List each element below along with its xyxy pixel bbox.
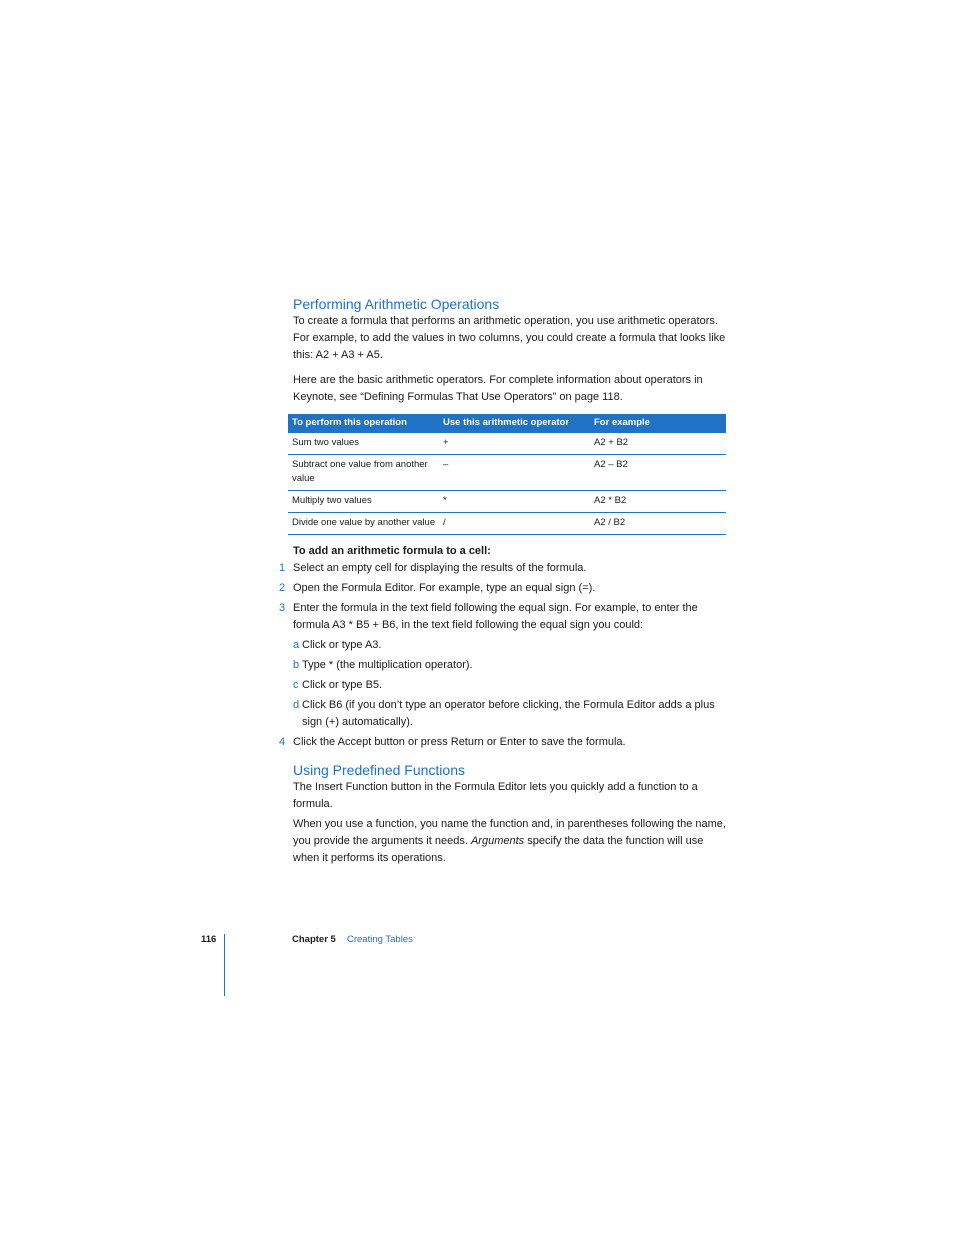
step-number: 2 xyxy=(279,582,286,594)
step-number: 1 xyxy=(279,562,286,574)
table-cell: * xyxy=(439,491,590,513)
table-cell: A2 + B2 xyxy=(590,433,726,455)
substep-letter: c xyxy=(293,679,299,691)
footer-chapter: Chapter 5 xyxy=(292,934,336,945)
table-cell: A2 – B2 xyxy=(590,455,726,491)
table-cell: / xyxy=(439,513,590,535)
operators-table-wrapper xyxy=(288,414,726,535)
table-cell: + xyxy=(439,433,590,455)
emphasis-term: Arguments xyxy=(470,835,525,847)
page-number: 116 xyxy=(201,934,217,945)
table-row xyxy=(288,455,726,491)
substep-text: Click or type B5. xyxy=(302,679,383,691)
table-cell: – xyxy=(439,455,590,491)
table-header-cell: For example xyxy=(590,414,726,433)
table-row xyxy=(288,491,726,513)
table-header-row xyxy=(288,414,726,433)
substep-text: Type * (the multiplication operator). xyxy=(302,659,473,671)
footer-section-title: Creating Tables xyxy=(347,934,413,945)
table-header-cell: To perform this operation xyxy=(288,414,439,433)
table-row xyxy=(288,433,726,455)
table-cell: Sum two values xyxy=(288,433,439,455)
substep-text: Click or type A3. xyxy=(302,639,382,651)
table-cell: A2 / B2 xyxy=(590,513,726,535)
text-run: When you use a function, you name the function and, in parentheses following the name, you provide the arguments it needs. xyxy=(293,818,726,847)
substep-item xyxy=(293,677,731,694)
substep-text: Click B6 (if you don’t type an operator before clicking, the Formula Editor adds a plus sign (+) automatically). xyxy=(302,699,715,728)
substep-letter: d xyxy=(293,699,300,711)
operators-table xyxy=(288,414,726,535)
page-content xyxy=(279,295,731,867)
footer-divider xyxy=(224,934,225,996)
step-number: 4 xyxy=(279,736,286,748)
table-header-cell: Use this arithmetic operator xyxy=(439,414,590,433)
table-cell: A2 * B2 xyxy=(590,491,726,513)
body-paragraph: The Insert Function button in the Formula Editor lets you quickly add a function to a formula. xyxy=(293,781,698,810)
step-item xyxy=(279,580,731,597)
table-cell: Multiply two values xyxy=(288,491,439,513)
body-paragraph: To create a formula that performs an arithmetic operation, you use arithmetic operators. For example, to add the values in two columns, you could create a formula that looks like this: A2 + A3 + A5. xyxy=(293,315,726,361)
body-paragraph xyxy=(293,816,731,867)
section-heading-arithmetic: Performing Arithmetic Operations xyxy=(293,296,500,312)
substep-item xyxy=(293,697,731,731)
text-run: specify the data the function will use when it performs its operations. xyxy=(293,835,704,864)
substep-item xyxy=(293,637,731,654)
substep-letter: b xyxy=(293,659,300,671)
step-text: Click the Accept button or press Return or Enter to save the formula. xyxy=(293,736,626,748)
substep-letter: a xyxy=(293,639,300,651)
step-text: Select an empty cell for displaying the results of the formula. xyxy=(293,562,587,574)
body-paragraph: Here are the basic arithmetic operators. For complete information about operators in Keynote, see “Defining Formulas That Use Operators” on page 118. xyxy=(293,374,703,403)
table-cell: Divide one value by another value xyxy=(288,513,439,535)
step-item xyxy=(279,600,731,634)
table-cell: Subtract one value from another value xyxy=(288,455,439,491)
substep-item xyxy=(293,657,731,674)
step-number: 3 xyxy=(279,602,286,614)
step-item xyxy=(279,560,731,577)
step-item xyxy=(279,734,731,751)
table-row xyxy=(288,513,726,535)
procedure-title: To add an arithmetic formula to a cell: xyxy=(293,545,491,557)
step-text: Enter the formula in the text field following the equal sign. For example, to enter the formula A3 * B5 + B6, in the text field following the equal sign you could: xyxy=(293,602,698,631)
step-text: Open the Formula Editor. For example, type an equal sign (=). xyxy=(293,582,596,594)
section-heading-functions: Using Predefined Functions xyxy=(293,762,465,778)
